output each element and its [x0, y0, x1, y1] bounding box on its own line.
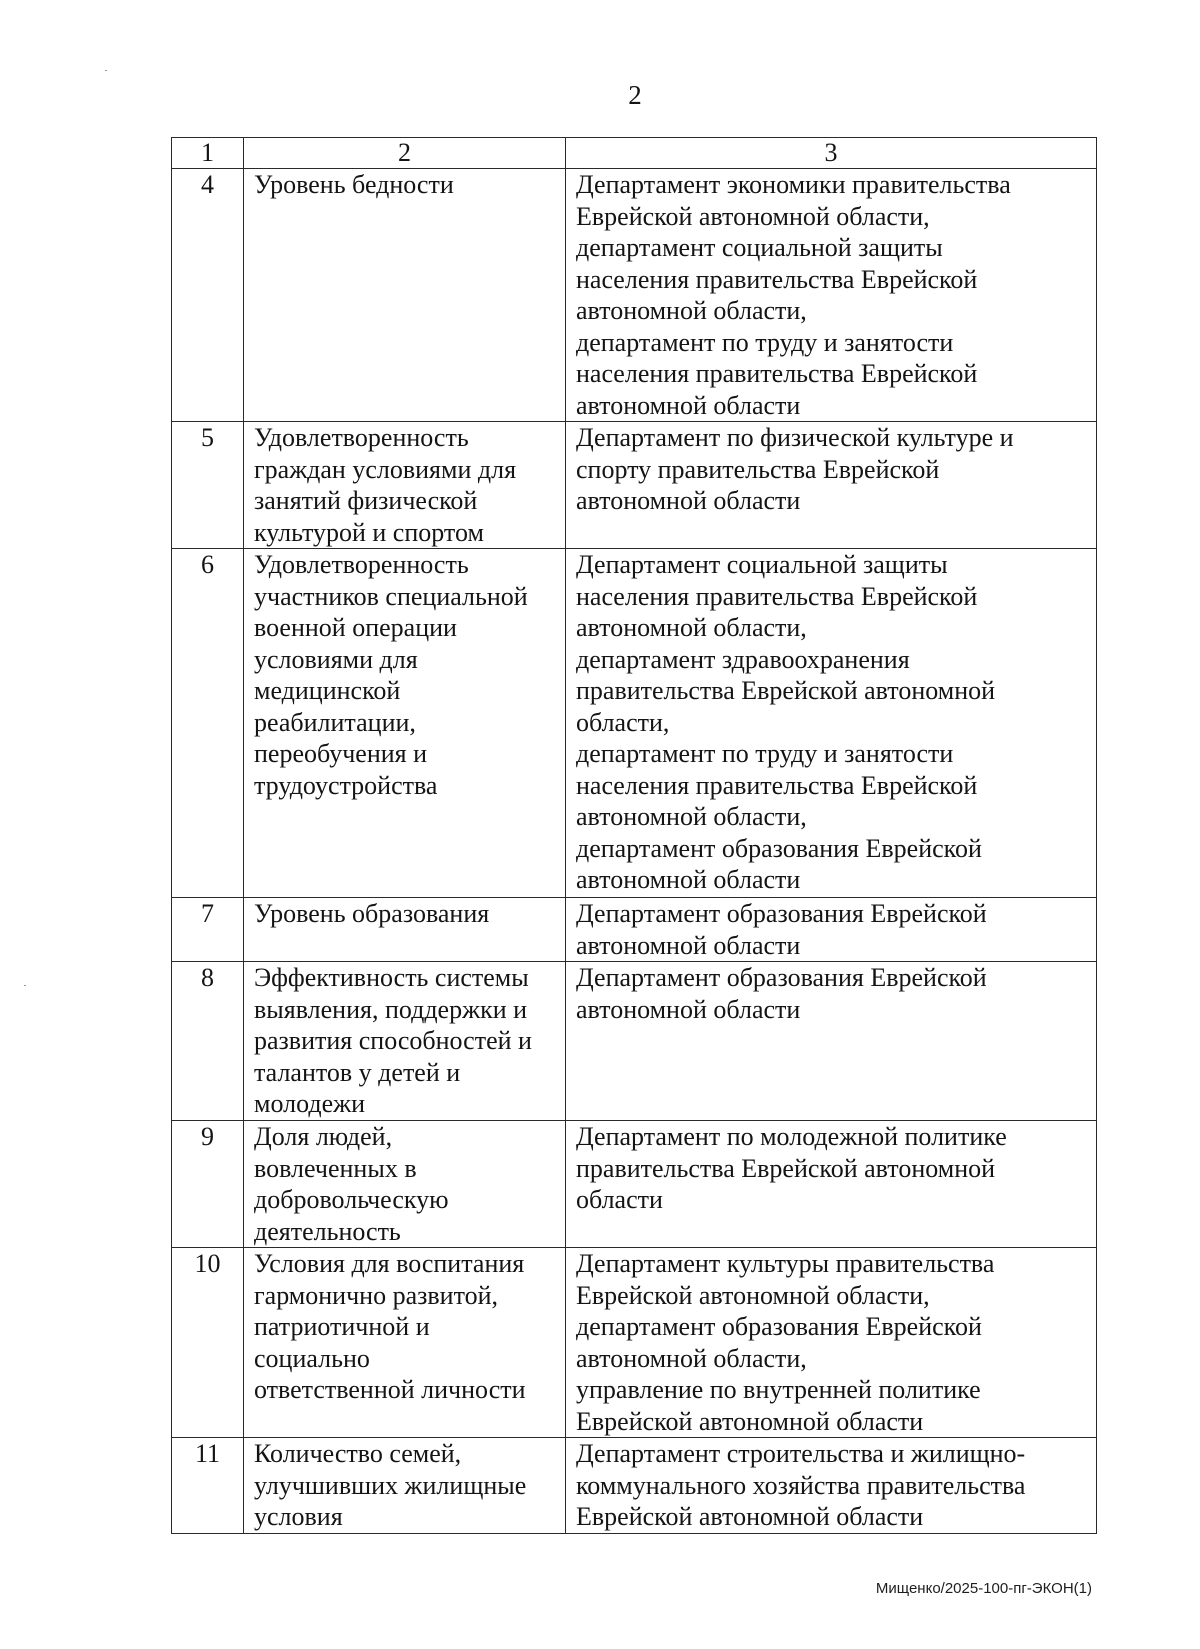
indicator-line: вовлеченных в [254, 1153, 417, 1183]
responsible-line: населения правительства Еврейской [576, 264, 978, 294]
responsible-line: Еврейской автономной области, [576, 201, 930, 231]
scan-artifact [24, 985, 26, 986]
indicator-line: развития способностей и [254, 1026, 532, 1055]
indicator-line: Эффективность системы [254, 963, 529, 992]
responsible-line: Департамент социальной защиты [576, 550, 948, 579]
row-number: 5 [172, 422, 244, 549]
indicator-line: реабилитации, [254, 707, 416, 737]
row-number: 9 [172, 1121, 244, 1248]
indicator-line: военной операции [254, 613, 457, 642]
responsible-line: автономной области, [576, 802, 807, 831]
table-row [172, 169, 1097, 422]
responsible-line: коммунального хозяйства правительства [576, 1470, 1026, 1500]
responsible-line: Еврейской автономной области, [576, 1280, 930, 1310]
responsible-cell [566, 1248, 1097, 1438]
indicator-line: молодежи [254, 1089, 365, 1118]
indicator-line: гармонично развитой, [254, 1280, 499, 1310]
indicator-line: условия [254, 1502, 343, 1531]
responsible-line: автономной области [576, 994, 801, 1024]
responsible-line: Департамент строительства и жилищно- [576, 1439, 1026, 1468]
column-header-responsible: 3 [566, 138, 1097, 169]
responsible-cell [566, 1121, 1097, 1248]
column-header-number: 1 [172, 138, 244, 169]
indicator-cell [244, 962, 566, 1121]
responsible-line: Департамент по физической культуре и [576, 423, 1014, 452]
responsible-line: департамент образования Еврейской [576, 833, 982, 863]
responsible-line: Департамент культуры правительства [576, 1249, 995, 1278]
row-number: 7 [172, 898, 244, 962]
indicator-line: деятельность [254, 1216, 401, 1246]
table-row [172, 549, 1097, 898]
indicator-line: переобучения и [254, 739, 428, 768]
indicator-line: ответственной личности [254, 1375, 526, 1404]
indicator-line: культурой и спортом [254, 517, 484, 547]
indicator-line: Уровень бедности [254, 170, 454, 199]
responsible-line: правительства Еврейской автономной [576, 676, 996, 705]
indicator-line: занятий физической [254, 486, 478, 515]
responsible-cell [566, 422, 1097, 549]
indicator-cell [244, 898, 566, 962]
responsible-line: Департамент образования Еврейской [576, 963, 987, 992]
indicator-cell [244, 169, 566, 422]
responsible-line: департамент по труду и занятости [576, 739, 954, 768]
responsible-cell [566, 898, 1097, 962]
row-number: 6 [172, 549, 244, 898]
responsible-line: Департамент по молодежной политике [576, 1122, 1007, 1151]
responsible-line: автономной области [576, 486, 801, 515]
column-header-indicator: 2 [244, 138, 566, 169]
responsible-line: автономной области, [576, 1343, 807, 1373]
indicator-cell [244, 1438, 566, 1534]
indicator-line: медицинской [254, 676, 401, 705]
table-row [172, 422, 1097, 549]
indicator-line: талантов у детей и [254, 1057, 461, 1087]
responsible-line: департамент социальной защиты [576, 233, 943, 262]
indicator-line: условиями для [254, 644, 418, 674]
page-number: 2 [628, 80, 642, 110]
table-header-row [172, 138, 1097, 169]
responsible-line: правительства Еврейской автономной [576, 1153, 996, 1183]
indicator-line: граждан условиями для [254, 454, 517, 484]
row-number: 4 [172, 169, 244, 422]
responsible-line: спорту правительства Еврейской [576, 454, 940, 484]
responsible-line: департамент образования Еврейской [576, 1312, 982, 1341]
scan-artifact [105, 70, 107, 71]
table-row [172, 898, 1097, 962]
responsible-cell [566, 962, 1097, 1121]
responsible-line: области, [576, 707, 670, 737]
document-code: Мищенко/2025-100-пг-ЭКОН(1) [875, 1580, 1092, 1597]
indicator-line: выявления, поддержки и [254, 994, 528, 1024]
table-row [172, 1121, 1097, 1248]
responsible-line: области [576, 1185, 663, 1214]
responsible-line: населения правительства Еврейской [576, 359, 978, 388]
indicator-line: Доля людей, [254, 1122, 393, 1151]
indicator-line: Количество семей, [254, 1439, 462, 1468]
table-row [172, 962, 1097, 1121]
indicator-line: Условия для воспитания [254, 1249, 525, 1278]
indicator-line: трудоустройства [254, 770, 438, 800]
responsible-line: Еврейской автономной области [576, 1406, 924, 1436]
responsible-line: Департамент экономики правительства [576, 170, 1011, 199]
indicator-line: Уровень образования [254, 899, 490, 928]
responsible-line: автономной области, [576, 296, 807, 325]
table-row [172, 1438, 1097, 1534]
table-row [172, 1248, 1097, 1438]
indicator-cell [244, 422, 566, 549]
indicator-line: Удовлетворенность [254, 550, 469, 579]
indicator-line: участников специальной [254, 581, 528, 611]
indicator-cell [244, 1248, 566, 1438]
indicator-line: улучшивших жилищные [254, 1470, 527, 1500]
responsible-line: автономной области, [576, 613, 807, 642]
row-number: 8 [172, 962, 244, 1121]
responsible-cell [566, 1438, 1097, 1534]
indicator-line: патриотичной и [254, 1312, 430, 1341]
row-number: 10 [172, 1248, 244, 1438]
indicator-line: социально [254, 1343, 370, 1373]
responsible-cell [566, 169, 1097, 422]
indicator-line: Удовлетворенность [254, 423, 469, 452]
responsible-line: департамент здравоохранения [576, 644, 910, 674]
responsible-line: автономной области [576, 865, 801, 894]
responsible-line: департамент по труду и занятости [576, 327, 954, 357]
responsible-line: Еврейской автономной области [576, 1502, 924, 1531]
responsible-line: населения правительства Еврейской [576, 581, 978, 611]
responsible-line: автономной области [576, 930, 801, 960]
row-number: 11 [172, 1438, 244, 1534]
responsible-cell [566, 549, 1097, 898]
responsibility-table [171, 137, 1097, 1534]
responsible-line: Департамент образования Еврейской [576, 899, 987, 928]
responsible-line: автономной области [576, 390, 801, 420]
indicator-cell [244, 1121, 566, 1248]
indicator-cell [244, 549, 566, 898]
responsible-line: населения правительства Еврейской [576, 770, 978, 800]
responsible-line: управление по внутренней политике [576, 1375, 981, 1404]
indicator-line: добровольческую [254, 1185, 449, 1214]
